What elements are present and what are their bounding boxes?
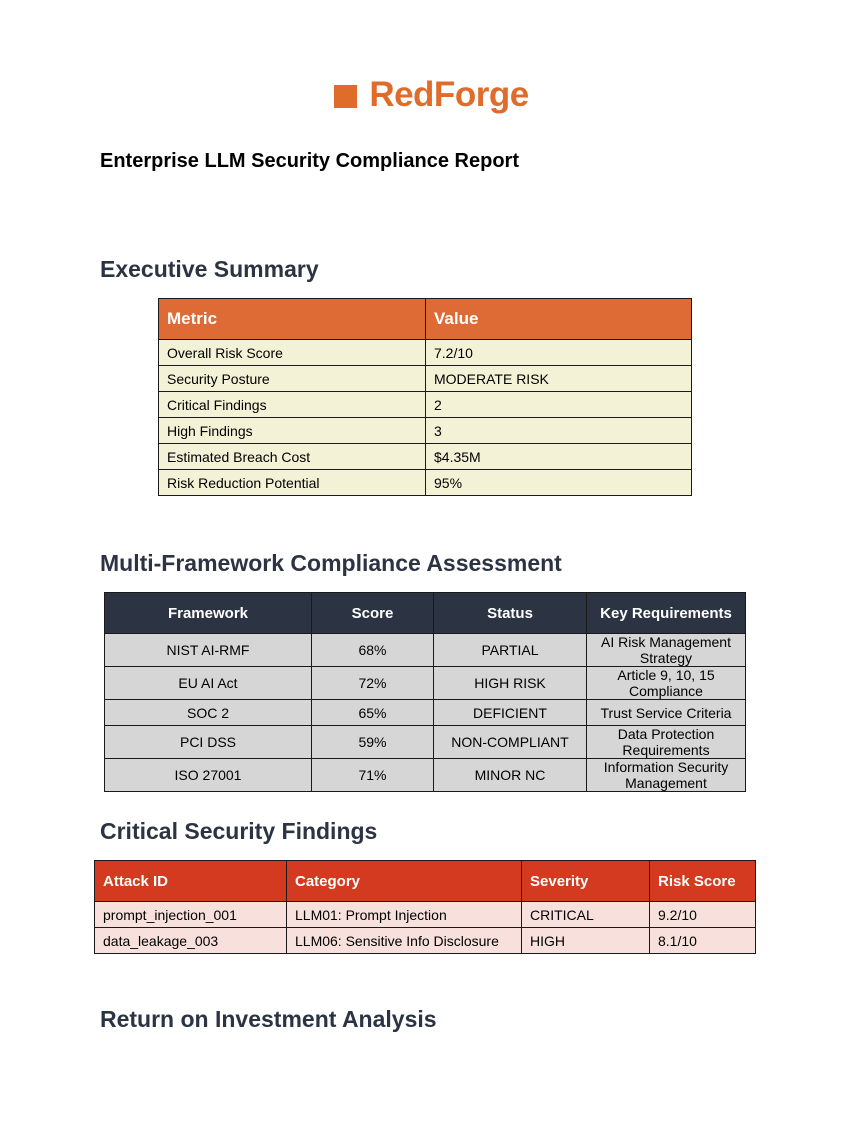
executive-summary-table	[158, 298, 692, 496]
column-header: Framework	[105, 593, 312, 634]
value-cell: 7.2/10	[426, 340, 692, 366]
framework-cell: NIST AI-RMF	[105, 634, 312, 667]
framework-cell: PCI DSS	[105, 726, 312, 759]
category-cell: LLM06: Sensitive Info Disclosure	[287, 928, 522, 954]
column-header: Metric	[159, 299, 426, 340]
table-header-row	[95, 861, 756, 902]
status-cell: MINOR NC	[434, 759, 587, 792]
framework-cell: ISO 27001	[105, 759, 312, 792]
brand-name: RedForge	[369, 75, 529, 114]
section-heading-roi: Return on Investment Analysis	[100, 1006, 437, 1032]
section-heading-findings: Critical Security Findings	[100, 818, 378, 844]
critical-findings-table	[94, 860, 756, 954]
column-header: Value	[426, 299, 692, 340]
section-heading-executive-summary: Executive Summary	[100, 256, 319, 282]
score-cell: 71%	[312, 759, 434, 792]
value-cell: 95%	[426, 470, 692, 496]
table-row	[159, 470, 692, 496]
metric-cell: Estimated Breach Cost	[159, 444, 426, 470]
category-cell: LLM01: Prompt Injection	[287, 902, 522, 928]
score-cell: 65%	[312, 700, 434, 726]
table-row	[105, 667, 746, 700]
table-row	[105, 726, 746, 759]
status-cell: NON-COMPLIANT	[434, 726, 587, 759]
table-row	[159, 366, 692, 392]
framework-cell: EU AI Act	[105, 667, 312, 700]
orange-square-logo-icon	[334, 85, 357, 108]
status-cell: DEFICIENT	[434, 700, 587, 726]
severity-cell: CRITICAL	[522, 902, 650, 928]
table-row	[105, 634, 746, 667]
value-cell: 3	[426, 418, 692, 444]
table-row	[95, 902, 756, 928]
table-row	[159, 418, 692, 444]
requirements-cell: Article 9, 10, 15 Compliance	[587, 667, 746, 700]
framework-cell: SOC 2	[105, 700, 312, 726]
metric-cell: Critical Findings	[159, 392, 426, 418]
attack-id-cell: data_leakage_003	[95, 928, 287, 954]
status-cell: PARTIAL	[434, 634, 587, 667]
metric-cell: High Findings	[159, 418, 426, 444]
table-row	[105, 700, 746, 726]
requirements-cell: Trust Service Criteria	[587, 700, 746, 726]
column-header: Category	[287, 861, 522, 902]
risk-score-cell: 9.2/10	[650, 902, 756, 928]
severity-cell: HIGH	[522, 928, 650, 954]
risk-score-cell: 8.1/10	[650, 928, 756, 954]
table-row	[105, 759, 746, 792]
table-row	[159, 340, 692, 366]
brand-logo	[0, 74, 863, 116]
framework-compliance-table	[104, 592, 746, 792]
column-header: Key Requirements	[587, 593, 746, 634]
requirements-cell: Information Security Management	[587, 759, 746, 792]
document-title: Enterprise LLM Security Compliance Report	[100, 150, 519, 172]
metric-cell: Risk Reduction Potential	[159, 470, 426, 496]
table-row	[95, 928, 756, 954]
metric-cell: Overall Risk Score	[159, 340, 426, 366]
value-cell: $4.35M	[426, 444, 692, 470]
section-heading-compliance: Multi-Framework Compliance Assessment	[100, 550, 562, 576]
value-cell: 2	[426, 392, 692, 418]
column-header: Attack ID	[95, 861, 287, 902]
column-header: Risk Score	[650, 861, 756, 902]
score-cell: 68%	[312, 634, 434, 667]
table-row	[159, 392, 692, 418]
column-header: Status	[434, 593, 587, 634]
requirements-cell: Data Protection Requirements	[587, 726, 746, 759]
table-header-row	[105, 593, 746, 634]
score-cell: 59%	[312, 726, 434, 759]
requirements-cell: AI Risk Management Strategy	[587, 634, 746, 667]
score-cell: 72%	[312, 667, 434, 700]
metric-cell: Security Posture	[159, 366, 426, 392]
column-header: Severity	[522, 861, 650, 902]
value-cell: MODERATE RISK	[426, 366, 692, 392]
table-row	[159, 444, 692, 470]
status-cell: HIGH RISK	[434, 667, 587, 700]
column-header: Score	[312, 593, 434, 634]
table-header-row	[159, 299, 692, 340]
attack-id-cell: prompt_injection_001	[95, 902, 287, 928]
